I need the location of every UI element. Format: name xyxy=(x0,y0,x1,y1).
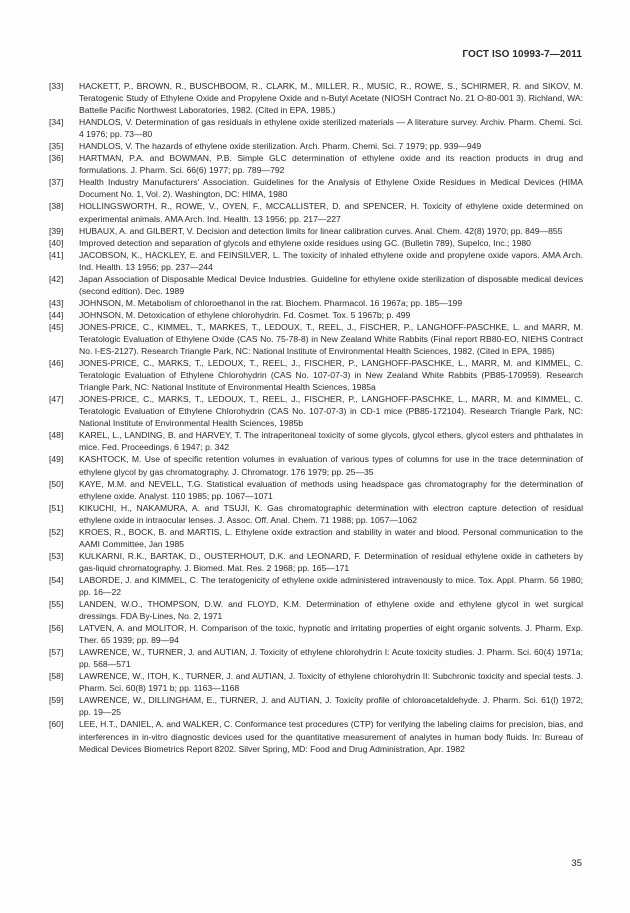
reference-number: [58] xyxy=(49,671,64,682)
reference-item xyxy=(49,718,583,754)
reference-item xyxy=(49,140,583,152)
reference-text: LATVEN, A. and MOLITOR, H. Comparison of the toxic, hypnotic and irritating properties of eight organic solvents. J. Pharm. Exp. Ther. 65 1939; pp. 89—94 xyxy=(79,623,583,646)
reference-number: [45] xyxy=(49,321,64,332)
reference-number: [48] xyxy=(49,430,64,441)
reference-number: [54] xyxy=(49,574,64,585)
reference-text: JONES-PRICE, C., KIMMEL, T., MARKES, T., LEDOUX, T., REEL, J., FISCHER, P., LANGHOFF-PASCHKE, L. and MARR, M. Teratologic Evaluation of Ethylene Oxide (CAS No. 75-78-8) in New Zealand White Rabbits (Final report RB80-EO, NIEHS Contract No. I-ES-2127). Research Triangle Park, NC: National Institute of Environmental Health Sciences, 1982. (Cited in EPA, 1985) xyxy=(79,321,583,357)
reference-number: [59] xyxy=(49,695,64,706)
reference-text: LAWRENCE, W., TURNER, J. and AUTIAN, J. Toxicity of ethylene chlorohydrin I: Acute toxicity studies. J. Pharm. Sci. 60(4) 1971a; pp. 568—571 xyxy=(79,647,583,670)
reference-item xyxy=(49,116,583,140)
reference-text: KROES, R., BOCK, B. and MARTIS, L. Ethylene oxide extraction and stability in water and blood. Personal communication to the AAMI Committee, Jan 1985 xyxy=(79,526,583,549)
reference-item xyxy=(49,622,583,646)
reference-text: HANDLOS, V. Determination of gas residuals in ethylene oxide sterilized materials — A literature survey. Archiv. Pharm. Chemi. Sci. 4 1976; pp. 73—80 xyxy=(79,117,583,140)
reference-text: JACOBSON, K., HACKLEY, E. and FEINSILVER, L. The toxicity of inhaled ethylene oxide and propylene oxide vapors. AMA Arch. Ind. Health. 13 1956; pp. 237—244 xyxy=(79,249,583,272)
reference-item xyxy=(49,176,583,200)
reference-item xyxy=(49,309,583,321)
reference-text: KAREL, L., LANDING, B. and HARVEY, T. The intraperitoneal toxicity of some glycols, glycol ethers, glycol esters and phthalates in mice. Fed. Proceedings. 6 1947; p. 342 xyxy=(79,430,583,453)
reference-list xyxy=(49,80,583,755)
reference-number: [60] xyxy=(49,719,64,730)
reference-number: [40] xyxy=(49,237,64,248)
reference-text: Japan Association of Disposable Medical Device Industries. Guideline for ethylene oxide sterilization of disposable medical devices (second edition). Dec. 1989 xyxy=(79,273,583,296)
reference-item xyxy=(49,200,583,224)
reference-item xyxy=(49,357,583,393)
reference-text: KAYE, M.M. and NEVELL, T.G. Statistical evaluation of methods using headspace gas chromatography for the determination of ethylene oxide. Analyst. 110 1985; pp. 1067—1071 xyxy=(79,478,583,501)
reference-text: JOHNSON, M. Metabolism of chloroethanol in the rat. Biochem. Pharmacol. 16 1967a; pp. 185—199 xyxy=(79,297,463,308)
reference-number: [41] xyxy=(49,249,64,260)
reference-item xyxy=(49,598,583,622)
reference-text: JONES-PRICE, C., MARKS, T., LEDOUX, T., REEL, J., FISCHER, P., LANGHOFF-PASCHKE, L., MARR, M. and KIMMEL, C. Teratologic Evaluation of Ethylene Chlorohydrin (CAS No. 107-07-3) in CD-1 mice (PB85-172104). Research Triangle Park, NC: National Institute of Environmental Health Sciences, 1985b xyxy=(79,394,583,429)
reference-number: [44] xyxy=(49,309,64,320)
reference-number: [56] xyxy=(49,623,64,634)
reference-text: LABORDE, J. and KIMMEL, C. The teratogenicity of ethylene oxide administered intravenously to mice. Tox. Appl. Pharm. 56 1980; pp. 16—22 xyxy=(79,574,583,597)
reference-item xyxy=(49,225,583,237)
reference-number: [51] xyxy=(49,502,64,513)
reference-item xyxy=(49,694,583,718)
reference-number: [52] xyxy=(49,526,64,537)
reference-number: [50] xyxy=(49,478,64,489)
reference-number: [49] xyxy=(49,454,64,465)
reference-item xyxy=(49,237,583,249)
reference-item xyxy=(49,453,583,477)
reference-text: HACKETT, P., BROWN, R., BUSCHBOOM, R., CLARK, M., MILLER, R., MUSIC, R., ROWE, S., SCHIRMER, R. and SIKOV, M. Teratogenic Study of Ethylene Oxide and Propylene Oxide and n-Butyl Acetate (NIOSH Contract No. 21 O-80-001 3). Richland, WA: Battelle Pacific Northwest Laboratories, 1982. (Cited in EPA, 1985.) xyxy=(79,81,583,116)
page-number: 35 xyxy=(571,858,582,869)
reference-item xyxy=(49,249,583,273)
reference-text: JOHNSON, M. Detoxication of ethylene chlorohydrin. Fd. Cosmet. Tox. 5 1967b; p. 499 xyxy=(79,309,411,320)
reference-number: [34] xyxy=(49,117,64,128)
reference-text: JONES-PRICE, C., MARKS, T., LEDOUX, T., REEL, J., FISCHER, P., LANGHOFF-PASCHKE, L., MARR, M. and KIMMEL, C. Teratologic Evaluation of Ethylene Chlorohydrin (CAS No. 107-07-3) in New Zealand White Rabbits (PB85-170959). Research Triangle Park, NC: National Institute of Environmental Health Sciences, 1985a xyxy=(79,358,583,393)
reference-item xyxy=(49,670,583,694)
reference-number: [43] xyxy=(49,297,64,308)
reference-number: [53] xyxy=(49,550,64,561)
reference-number: [46] xyxy=(49,358,64,369)
reference-text: LAWRENCE, W., ITOH, K., TURNER, J. and AUTIAN, J. Toxicity of ethylene chlorohydrin II: Subchronic toxicity and special tests. J. Pharm. Sci. 60(8) 1971 b; pp. 1163—1168 xyxy=(79,671,583,694)
reference-text: Health Industry Manufacturers' Association. Guidelines for the Analysis of Ethylene Oxide Residues in Medical Devices (HIMA Document No. 1, Vol. 2). Washington, DC: HIMA, 1980 xyxy=(79,177,583,200)
reference-text: HANDLOS, V. The hazards of ethylene oxide sterilization. Arch. Pharm. Chemi. Sci. 7 1979; pp. 939—949 xyxy=(79,141,482,152)
reference-item xyxy=(49,550,583,574)
reference-number: [36] xyxy=(49,153,64,164)
reference-number: [37] xyxy=(49,177,64,188)
reference-item xyxy=(49,646,583,670)
document-header: ГОСТ ISO 10993-7—2011 xyxy=(462,49,582,60)
reference-item xyxy=(49,574,583,598)
reference-text: KULKARNI, R.K., BARTAK, D., OUSTERHOUT, D.K. and LEONARD, F. Determination of residual ethylene oxide in catheters by gas-liquid chromatography. J. Biomed. Mat. Res. 2 1968; pp. 165—171 xyxy=(79,550,583,573)
reference-item xyxy=(49,297,583,309)
reference-number: [38] xyxy=(49,201,64,212)
reference-text: Improved detection and separation of glycols and ethylene oxide residues using GC. (Bulletin 789), Supelco, Inc.; 1980 xyxy=(79,237,531,248)
reference-number: [47] xyxy=(49,394,64,405)
reference-number: [35] xyxy=(49,141,64,152)
reference-text: HARTMAN, P.A. and BOWMAN, P.B. Simple GLC determination of ethylene oxide and its reaction products in drug and formulations. J. Pharm. Sci. 66(6) 1977; pp. 789—792 xyxy=(79,153,583,176)
reference-item xyxy=(49,80,583,116)
reference-text: HOLLINGSWORTH, R., ROWE, V., OYEN, F., MCCALLISTER, D. and SPENCER, H. Toxicity of ethylene oxide determined on experimental animals. AMA Arch. Ind. Health. 13 1956; pp. 217—227 xyxy=(79,201,583,224)
reference-item xyxy=(49,478,583,502)
reference-item xyxy=(49,502,583,526)
reference-text: HUBAUX, A. and GILBERT, V. Decision and detection limits for linear calibration curves. Anal. Chem. 42(8) 1970; pp. 849—855 xyxy=(79,225,563,236)
reference-item xyxy=(49,321,583,357)
reference-number: [55] xyxy=(49,599,64,610)
reference-number: [57] xyxy=(49,647,64,658)
reference-number: [42] xyxy=(49,273,64,284)
reference-text: LAWRENCE, W., DILLINGHAM, E., TURNER, J. and AUTIAN, J. Toxicity profile of chloroacetaldehyde. J. Pharm. Sci. 61(l) 1972; pp. 19—25 xyxy=(79,695,583,718)
reference-item xyxy=(49,273,583,297)
reference-item xyxy=(49,429,583,453)
reference-item xyxy=(49,152,583,176)
reference-text: LEE, H.T., DANIEL, A. and WALKER, C. Conformance test procedures (CTP) for verifying the labeling claims for precision, bias, and interferences in in-vitro diagnostic devices used for the quantitative measurement of analytes in human body fluids. In: Bureau of Medical Devices Biometrics Report 8202. Silver Spring, MD: Food and Drug Administration, Apr. 1982 xyxy=(79,719,583,754)
reference-text: KIKUCHI, H., NAKAMURA, A. and TSUJI, K. Gas chromatographic determination with electron capture detection of residual ethylene oxide in intraocular lenses. J. Assoc. Off. Anal. Chem. 71 1988; pp. 1057—1062 xyxy=(79,502,583,525)
reference-number: [33] xyxy=(49,81,64,91)
reference-number: [39] xyxy=(49,225,64,236)
reference-item xyxy=(49,526,583,550)
reference-text: LANDEN, W.O., THOMPSON, D.W. and FLOYD, K.M. Determination of ethylene oxide and ethylene glycol in wet surgical dressings. FDA By-Lines, No. 2, 1971 xyxy=(79,599,583,622)
reference-item xyxy=(49,393,583,429)
reference-text: KASHTOCK, M. Use of specific retention volumes in evaluation of various types of columns for use in the trace determination of ethylene glycol by gas chromatography. J. Chromatogr. 176 1979; pp. 25—35 xyxy=(79,454,583,477)
